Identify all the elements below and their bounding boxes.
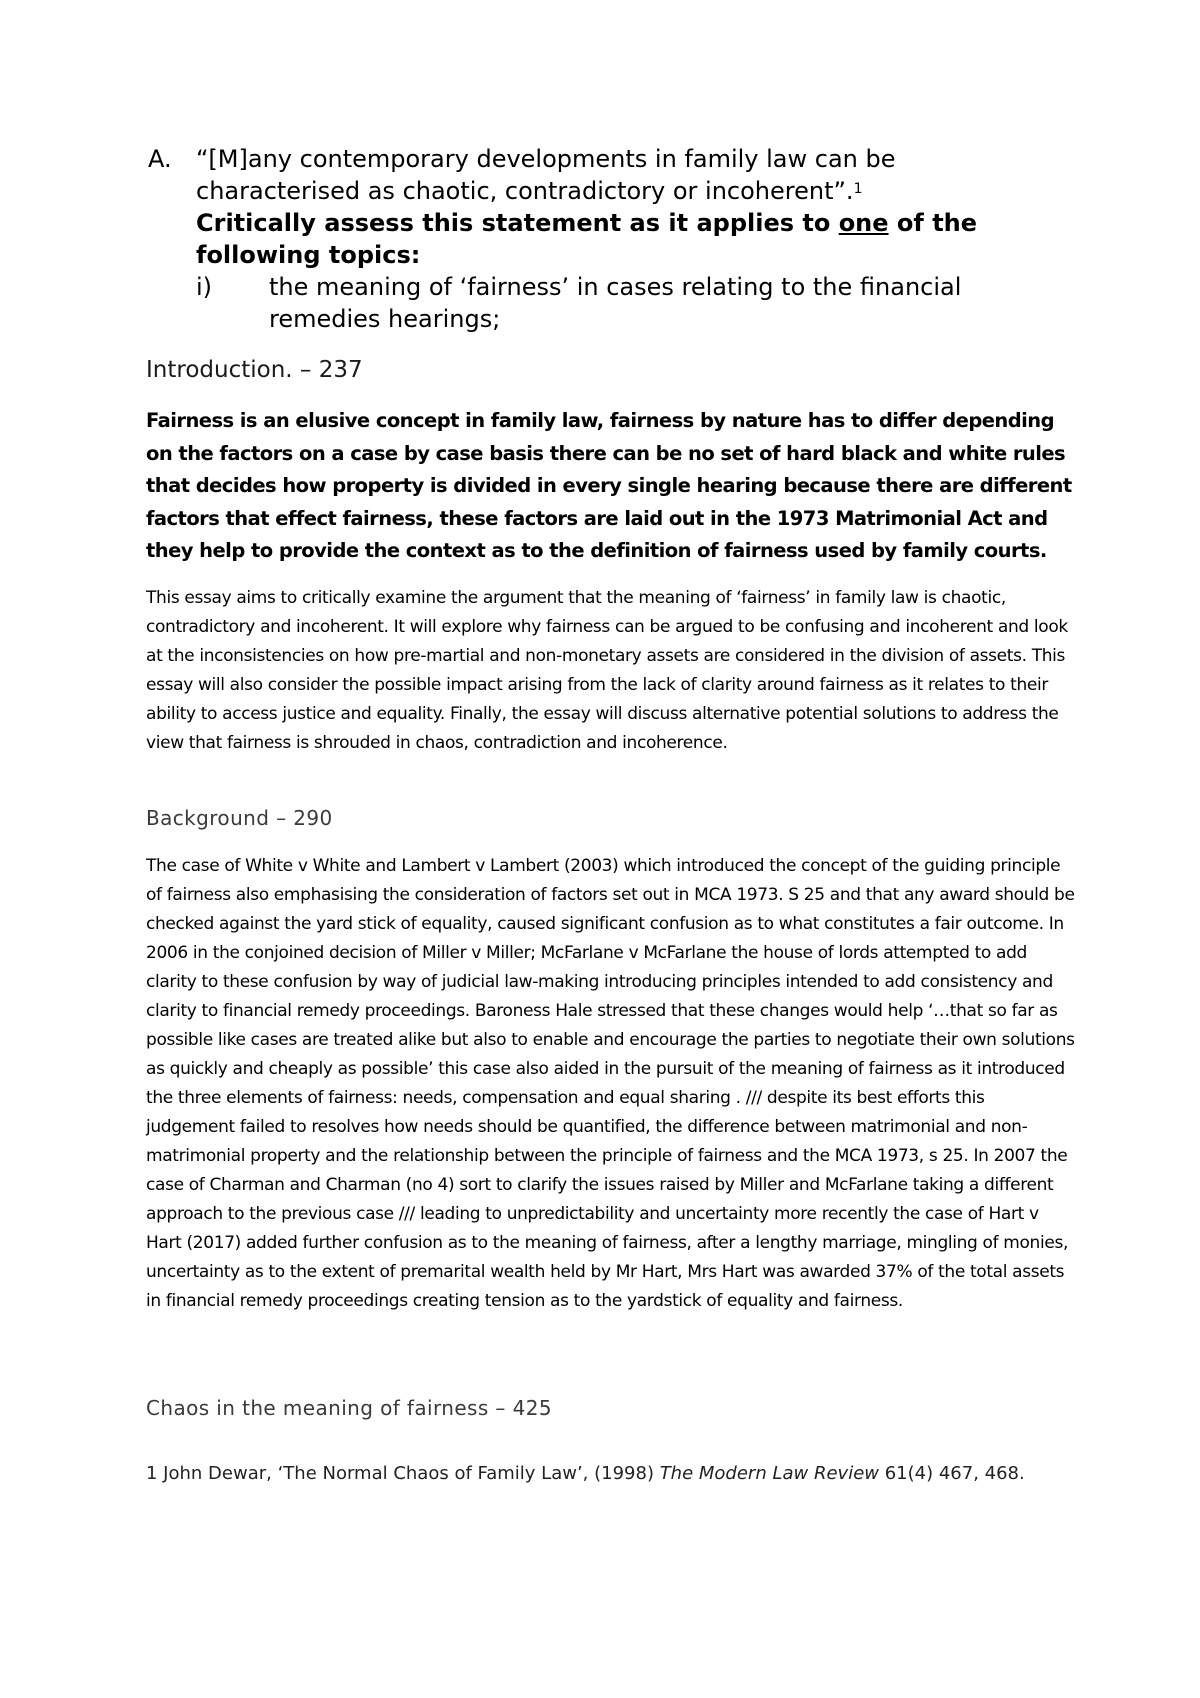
footnote-text-end: 61(4) 467, 468. bbox=[879, 1463, 1025, 1484]
footnote-number: 1 bbox=[146, 1463, 158, 1484]
background-heading: Background – 290 bbox=[146, 806, 333, 830]
instruction-text-end: of the following topics: bbox=[196, 209, 978, 269]
instruction-text-start: Critically assess this statement as it applies to bbox=[196, 209, 839, 237]
list-item-number: i) bbox=[196, 273, 213, 301]
intro-paragraph: This essay aims to critically examine the argument that the meaning of ‘fairness’ in family law is chaotic, contradictory and incoherent. It will explore why fairness can be argued to be confusing and incoherent and look at the inconsistencies on how pre-martial and non-monetary assets are considered in the division of assets. This essay will also consider the possible impact arising from the lack of clarity around fairness as it relates to their ability to access justice and equality. Finally, the essay will discuss alternative potential solutions to address the view that fairness is shrouded in chaos, contradiction and incoherence. bbox=[146, 588, 1068, 753]
question-list-item bbox=[196, 271, 1048, 335]
chaos-heading: Chaos in the meaning of fairness – 425 bbox=[146, 1396, 552, 1420]
introduction-heading: Introduction. – 237 bbox=[146, 357, 363, 383]
intro-bold-paragraph: Fairness is an elusive concept in family law, fairness by nature has to differ depending on the factors on a case by case basis there can be no set of hard black and white rules that decides how property is divided in every single hearing because there are different factors that effect fairness, these factors are laid out in the 1973 Matrimonial Act and they help to provide the context as to the definition of fairness used by family courts. bbox=[146, 409, 1072, 562]
footnote bbox=[146, 1459, 1046, 1488]
background-paragraph: The case of White v White and Lambert v Lambert (2003) which introduced the concept of the guiding principle of fairness also emphasising the consideration of factors set out in MCA 1973. S 25 and that any award should be checked against the yard stick of equality, caused significant confusion as to what constitutes a fair outcome. In 2006 in the conjoined decision of Miller v Miller; McFarlane v McFarlane the house of lords attempted to add clarity to these confusion by way of judicial law-making introducing principles intended to add consistency and clarity to financial remedy proceedings. Baroness Hale stressed that these changes would help ‘…that so far as possible like cases are treated alike but also to enable and encourage the parties to negotiate their own solutions as quickly and cheaply as possible’ this case also aided in the pursuit of the meaning of fairness as it introduced the three elements of fairness: needs, compensation and equal sharing . /// despite its best efforts this judgement failed to resolves how needs should be quantified, the difference between matrimonial and non-matrimonial property and the relationship between the principle of fairness and the MCA 1973, s 25. In 2007 the case of Charman and Charman (no 4) sort to clarify the issues raised by Miller and McFarlane taking a different approach to the previous case /// leading to unpredictability and uncertainty more recently the case of Hart v Hart (2017) added further confusion as to the meaning of fairness, after a lengthy marriage, mingling of monies, uncertainty as to the extent of premarital wealth held by Mr Hart, Mrs Hart was awarded 37% of the total assets in financial remedy proceedings creating tension as to the yardstick of equality and fairness. bbox=[146, 856, 1075, 1311]
question-block bbox=[148, 143, 1048, 335]
question-quote-text: “[M]any contemporary developments in family law can be characterised as chaotic, contradictory or incoherent”. bbox=[196, 145, 896, 205]
question-instruction bbox=[196, 207, 1048, 271]
list-item-text: the meaning of ‘fairness’ in cases relating to the financial remedies hearings; bbox=[269, 273, 962, 333]
question-quote bbox=[196, 143, 1048, 207]
instruction-underlined-word: one bbox=[838, 209, 889, 237]
footnote-reference: 1 bbox=[853, 181, 863, 197]
question-letter: A. bbox=[148, 145, 172, 173]
footnote-text-start: John Dewar, ‘The Normal Chaos of Family Law’, (1998) bbox=[157, 1463, 660, 1484]
footnote-journal: The Modern Law Review bbox=[659, 1463, 879, 1484]
